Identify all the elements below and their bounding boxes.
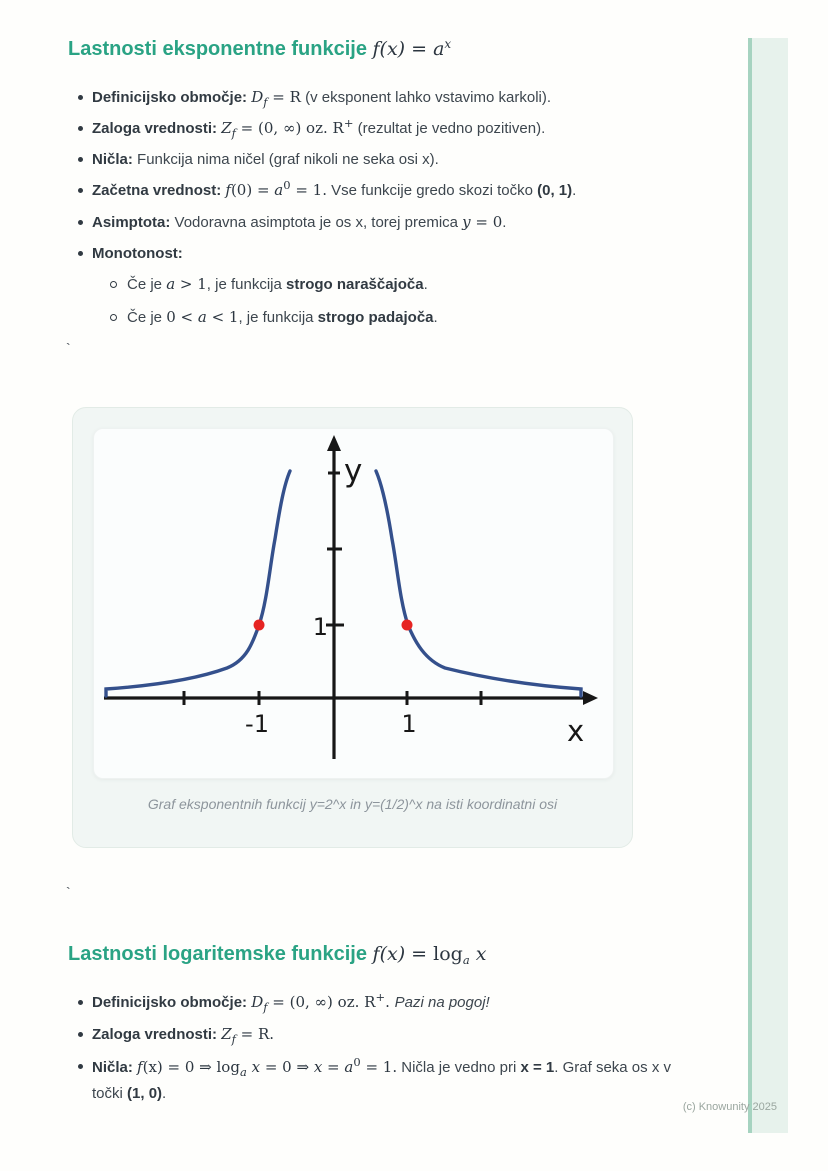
- exponential-graph: [94, 429, 613, 778]
- math-run: =: [405, 38, 434, 60]
- text-run: Funkcija nima ničel (graf nikoli ne seka osi x).: [132, 151, 439, 168]
- math-run: =: [405, 943, 434, 965]
- math-run: a: [344, 1058, 354, 1076]
- math-subscript: a: [239, 1065, 247, 1079]
- bullet-marker-icon: [78, 1064, 83, 1069]
- bullet-marker-icon: [78, 157, 83, 162]
- italic-text-run: Pazi na pogoj!: [394, 994, 490, 1011]
- math-subscript: f: [263, 95, 268, 109]
- title-formula-exponential: [373, 38, 452, 60]
- math-subscript: f: [231, 1032, 236, 1046]
- math-run: x: [469, 943, 487, 965]
- y-tick-label-1: 1: [312, 613, 328, 641]
- marked-point-neg1-1: [254, 620, 265, 631]
- text-run: .: [423, 276, 428, 293]
- bullet-label: Zaloga vrednosti:: [92, 120, 218, 137]
- bullet-label: Monotonost:: [92, 245, 183, 262]
- text-run: Če je: [127, 276, 167, 293]
- section-title-text: Lastnosti eksponentne funkcije: [68, 38, 367, 60]
- math-subscript: a: [462, 953, 470, 967]
- bullet-label: Zaloga vrednosti:: [92, 1026, 218, 1043]
- bullet-label: Začetna vrednost:: [92, 182, 222, 199]
- math-run: a: [197, 308, 207, 326]
- math-run: < 1: [206, 308, 239, 326]
- text-run: , je funkcija: [238, 309, 318, 326]
- bullet-label: Ničla:: [92, 1059, 133, 1076]
- section-title-text: Lastnosti logaritemske funkcije: [68, 943, 367, 965]
- math-run: = 1.: [290, 181, 327, 199]
- math-run: = 0: [470, 213, 503, 231]
- math-run: = 1.: [360, 1058, 398, 1076]
- sub-bullet-marker-icon: [110, 281, 117, 288]
- math-run: D: [251, 88, 264, 106]
- bold-text-run: strogo padajoča: [317, 309, 434, 326]
- text-run: .: [572, 182, 577, 199]
- sub-bullet-narascajoca: [110, 272, 667, 297]
- x-axis-arrow-icon: [583, 691, 598, 705]
- bullet-label: Definicijsko območje:: [92, 89, 248, 106]
- math-run: .: [385, 993, 395, 1011]
- bullet-label: Ničla:: [92, 151, 133, 168]
- text-run: (v eksponent lahko vstavimo karkoli).: [300, 89, 552, 106]
- stray-backtick-top: `: [66, 340, 71, 356]
- bullet-nicla: [77, 147, 677, 172]
- math-run: = R: [267, 88, 301, 106]
- math-run: 0 <: [166, 308, 198, 326]
- x-tick-label-1: 1: [401, 710, 417, 738]
- math-run: D: [251, 993, 264, 1011]
- marked-point-1-1: [402, 620, 413, 631]
- bullet-nicla-log: [77, 1054, 677, 1107]
- bullet-marker-icon: [78, 220, 83, 225]
- bullet-marker-icon: [78, 188, 83, 193]
- bullet-zacetna-vrednost: [77, 178, 677, 204]
- bullet-definicijsko-obmocje: [77, 85, 677, 111]
- figure-caption: Graf eksponentnih funkcij y=2^x in y=(1/2)^x na isti koordinatni osi: [147, 796, 558, 812]
- bullet-asimptota: [77, 210, 677, 235]
- math-run: (0) =: [230, 181, 275, 199]
- math-run: x: [313, 1058, 323, 1076]
- text-run: Vodoravna asimptota je os x, torej premica: [170, 214, 463, 231]
- bullet-zaloga-vrednosti-log: [77, 1022, 677, 1048]
- copyright-credit: (c) Knowunity 2025: [682, 1101, 777, 1113]
- text-run: Vse funkcije gredo skozi točko: [327, 182, 538, 199]
- y-axis-label: y: [344, 453, 363, 489]
- text-run: .: [162, 1085, 167, 1102]
- math-run: f(x): [372, 38, 406, 60]
- figure-card: [72, 407, 633, 848]
- exp-curve-left-branch: [106, 471, 290, 696]
- bullet-marker-icon: [78, 1032, 83, 1037]
- math-run: = R.: [235, 1025, 275, 1043]
- x-tick-label-neg1: -1: [245, 710, 269, 738]
- math-subscript: f: [263, 1000, 268, 1014]
- bullet-definicijsko-obmocje-log: [77, 990, 677, 1016]
- math-run: Z: [221, 1025, 232, 1043]
- math-run: f(x): [372, 943, 406, 965]
- exp-curve-right-branch: [376, 471, 581, 696]
- bullet-marker-icon: [78, 126, 83, 131]
- math-run: = (0, ∞) oz. R: [267, 993, 376, 1011]
- sub-bullet-marker-icon: [110, 314, 117, 321]
- math-run: f: [137, 1058, 143, 1076]
- x-axis-label: x: [567, 714, 585, 748]
- math-run: x: [246, 1058, 261, 1076]
- side-accent-bar: [748, 38, 788, 1133]
- text-run: Če je: [127, 309, 167, 326]
- text-run: . Graf seka os x v točki: [92, 1059, 671, 1102]
- text-run: .: [502, 214, 507, 231]
- stray-backtick-bottom: `: [66, 884, 71, 900]
- math-run: > 1: [175, 275, 207, 293]
- bold-text-run: strogo naraščajoča: [286, 276, 424, 293]
- math-superscript: +: [375, 990, 386, 1004]
- bold-text-run: x = 1: [520, 1059, 555, 1076]
- math-run: log: [433, 943, 463, 965]
- math-run: a: [166, 275, 176, 293]
- math-run: =: [322, 1058, 345, 1076]
- text-run: .: [433, 309, 438, 326]
- graph-panel: [93, 428, 614, 779]
- math-superscript: 0: [353, 1055, 361, 1069]
- text-run: Ničla je vedno pri: [397, 1059, 521, 1076]
- title-formula-logarithmic: [373, 943, 487, 965]
- bullet-marker-icon: [78, 251, 83, 256]
- bold-text-run: (1, 0): [127, 1085, 163, 1102]
- math-run: Z: [221, 119, 232, 137]
- math-run: a: [274, 181, 284, 199]
- text-run: , je funkcija: [206, 276, 287, 293]
- section-title-logarithmic: [68, 941, 486, 969]
- math-superscript: x: [444, 37, 452, 51]
- math-run: y: [462, 213, 471, 231]
- math-run: f: [225, 181, 231, 199]
- y-axis-arrow-icon: [327, 435, 341, 451]
- math-subscript: f: [231, 126, 236, 140]
- bullet-label: Definicijsko območje:: [92, 994, 248, 1011]
- math-run: (x) = 0 ⇒ log: [142, 1058, 240, 1076]
- bullet-zaloga-vrednosti: [77, 116, 677, 142]
- math-superscript: +: [343, 116, 354, 130]
- sub-bullet-padajoca: [110, 305, 667, 330]
- text-run: (rezultat je vedno pozitiven).: [353, 120, 546, 137]
- math-run: a: [433, 38, 445, 60]
- math-run: = 0 ⇒: [260, 1058, 314, 1076]
- bullet-marker-icon: [78, 95, 83, 100]
- bold-text-run: (0, 1): [537, 182, 573, 199]
- bullet-marker-icon: [78, 1000, 83, 1005]
- bullet-label: Asimptota:: [92, 214, 171, 231]
- bullet-monotonost: [77, 241, 677, 266]
- math-superscript: 0: [283, 178, 291, 192]
- math-run: = (0, ∞) oz. R: [235, 119, 344, 137]
- section-title-exponential: [68, 36, 451, 64]
